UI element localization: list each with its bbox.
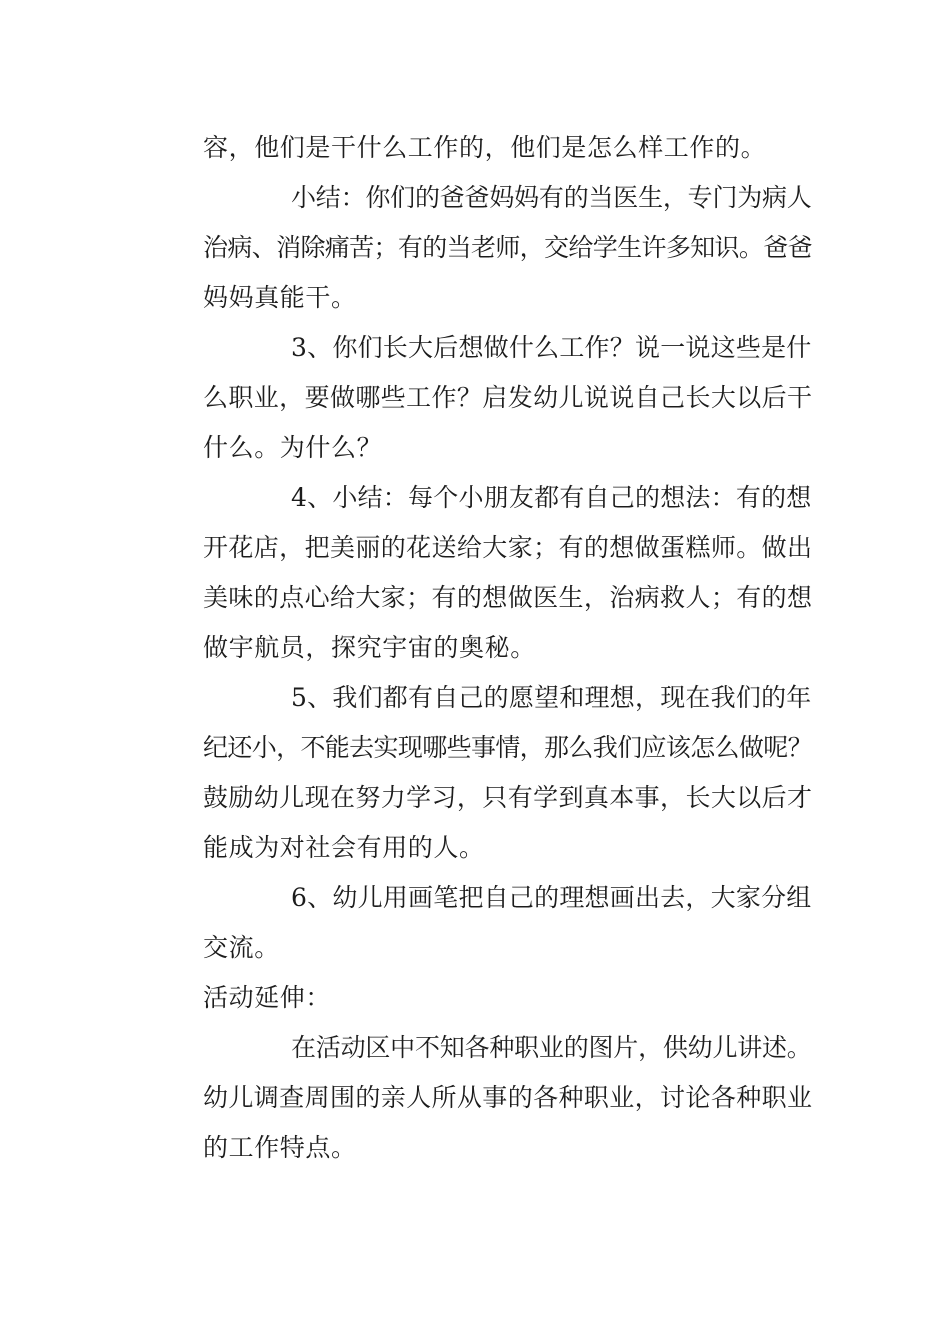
text-line: 交流。 bbox=[203, 933, 280, 962]
text-line: 纪还小，不能去实现哪些事情，那么我们应该怎么做呢？ bbox=[203, 733, 813, 762]
text-line: 做宇航员，探究宇宙的奥秘。 bbox=[203, 633, 536, 662]
text-line: 治病、消除痛苦；有的当老师，交给学生许多知识。爸爸 bbox=[203, 233, 813, 262]
text-line: 什么。为什么？ bbox=[203, 433, 383, 462]
text-line: 5、我们都有自己的愿望和理想，现在我们的年 bbox=[291, 683, 812, 712]
text-line: 4、小结：每个小朋友都有自己的想法：有的想 bbox=[291, 483, 812, 512]
text-line: 能成为对社会有用的人。 bbox=[203, 833, 485, 862]
text-line: 3、你们长大后想做什么工作？说一说这些是什 bbox=[291, 333, 812, 362]
text-line: 小结：你们的爸爸妈妈有的当医生，专门为病人 bbox=[291, 183, 812, 212]
text-line: 鼓励幼儿现在努力学习，只有学到真本事，长大以后才 bbox=[203, 783, 813, 812]
text-line: 的工作特点。 bbox=[203, 1133, 357, 1162]
section-heading: 活动延伸： bbox=[203, 983, 332, 1012]
text-line: 开花店，把美丽的花送给大家；有的想做蛋糕师。做出 bbox=[203, 533, 813, 562]
text-line: 幼儿调查周围的亲人所从事的各种职业，讨论各种职业 bbox=[203, 1083, 813, 1112]
text-line: 美味的点心给大家；有的想做医生，治病救人；有的想 bbox=[203, 583, 813, 612]
text-line: 在活动区中不知各种职业的图片，供幼儿讲述。 bbox=[291, 1033, 812, 1062]
text-line: 6、幼儿用画笔把自己的理想画出去，大家分组 bbox=[291, 883, 812, 912]
text-line: 妈妈真能干。 bbox=[203, 283, 357, 312]
text-line: 容，他们是干什么工作的，他们是怎么样工作的。 bbox=[203, 133, 767, 162]
text-line: 么职业，要做哪些工作？启发幼儿说说自己长大以后干 bbox=[203, 383, 813, 412]
